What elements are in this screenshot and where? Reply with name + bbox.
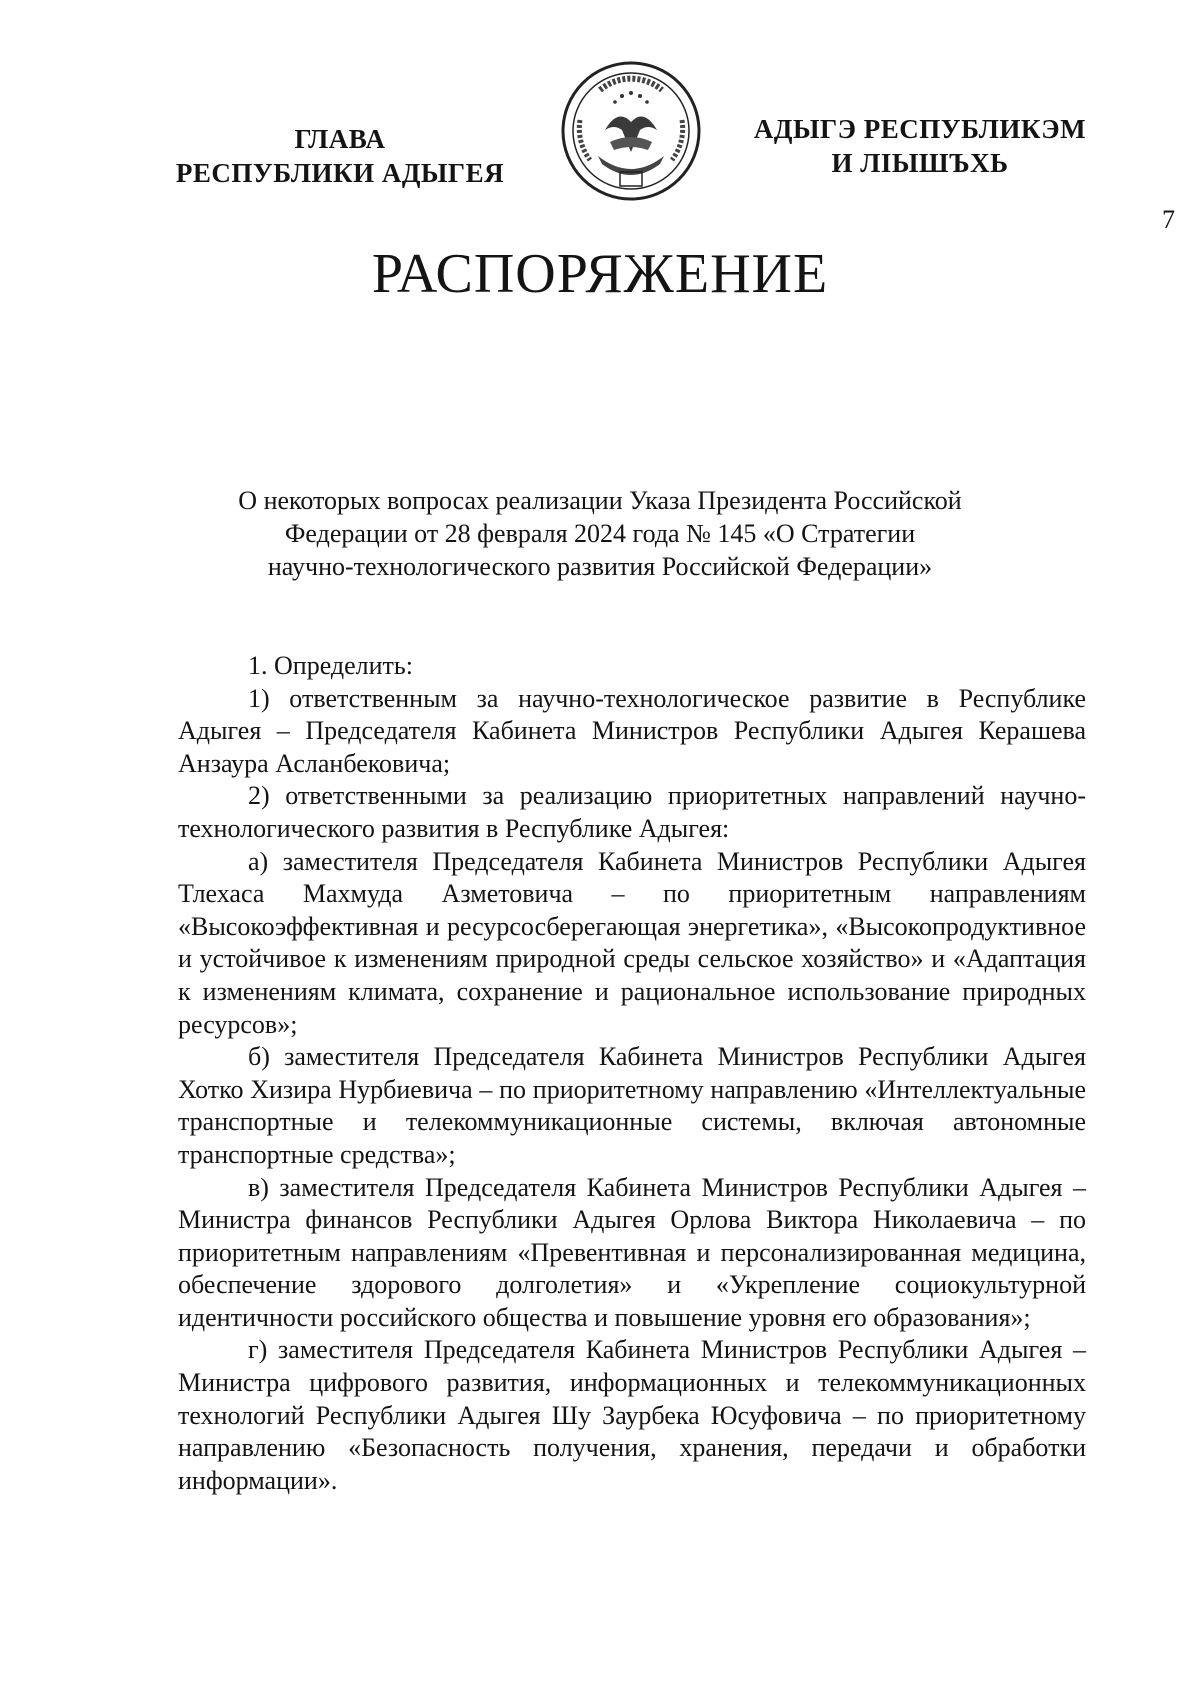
- paragraph-subitem-1: 1) ответственным за научно-технологическое развитие в Республике Адыгея – Председателя Кабинета Министров Республики Адыгея Керашева Анзаура Асланбековича;: [178, 683, 1086, 778]
- subject-line: О некоторых вопросах реализации Указа Президента Российской: [238, 486, 962, 515]
- paragraph-subitem-g: г) заместителя Председателя Кабинета Министров Республики Адыгея – Министра цифрового развития, информационных и телекоммуникационных технологий Республики Адыгея Шу Заурбека Юсуфовича – по приоритетному направлению «Безопасность получения, хранения, передачи и обработки информации».: [178, 1335, 1086, 1495]
- paragraph-item-1: 1. Определить:: [248, 651, 413, 680]
- paragraph-subitem-2: 2) ответственными за реализацию приоритетных направлений научно-технологического развития в Республике Адыгея:: [178, 781, 1086, 843]
- document-subject: [200, 484, 1000, 583]
- paragraph-subitem-v: в) заместителя Председателя Кабинета Министров Республики Адыгея – Министра финансов Республики Адыгея Орлова Виктора Николаевича – по приоритетным направлениям «Превентивная и персонализированная медицина, обеспечение здорового долголетия» и «Укрепление социокультурной идентичности российского общества и повышение уровня его образования»;: [178, 1172, 1086, 1332]
- document-body: [178, 650, 1086, 1497]
- issuer-title-line: АДЫГЭ РЕСПУБЛИКЭМ: [753, 114, 1087, 144]
- paragraph-subitem-a: а) заместителя Председателя Кабинета Министров Республики Адыгея Тлехаса Махмуда Азметовича – по приоритетным направлениям «Высокоэффективная и ресурсосберегающая энергетика», «Высокопродуктивное и устойчивое к изменениям природной среды сельское хозяйство» и «Адаптация к изменениям климата, сохранение и рациональное использование природных ресурсов»;: [178, 846, 1086, 1039]
- issuer-title-line: РЕСПУБЛИКИ АДЫГЕЯ: [175, 158, 505, 188]
- subject-line: Федерации от 28 февраля 2024 года № 145 «О Стратегии: [284, 519, 916, 548]
- paragraph-subitem-b: б) заместителя Председателя Кабинета Министров Республики Адыгея Хотко Хизира Нурбиевича – по приоритетному направлению «Интеллектуальные транспортные и телекоммуникационные системы, включая автономные транспортные средства»;: [178, 1042, 1086, 1169]
- issuer-title-line: И ЛІЫШЪХЬ: [831, 148, 1009, 178]
- issuer-title-line: ГЛАВА: [294, 124, 386, 154]
- issuer-title-adyghe: [735, 112, 1105, 180]
- subject-line: научно-технологического развития Российской Федерации»: [267, 552, 933, 581]
- margin-handwritten-mark: 7: [1162, 205, 1175, 234]
- document-title: РАСПОРЯЖЕНИЕ: [371, 243, 829, 305]
- issuer-title-russian: [170, 122, 510, 190]
- coat-of-arms-emblem-icon: [560, 60, 702, 202]
